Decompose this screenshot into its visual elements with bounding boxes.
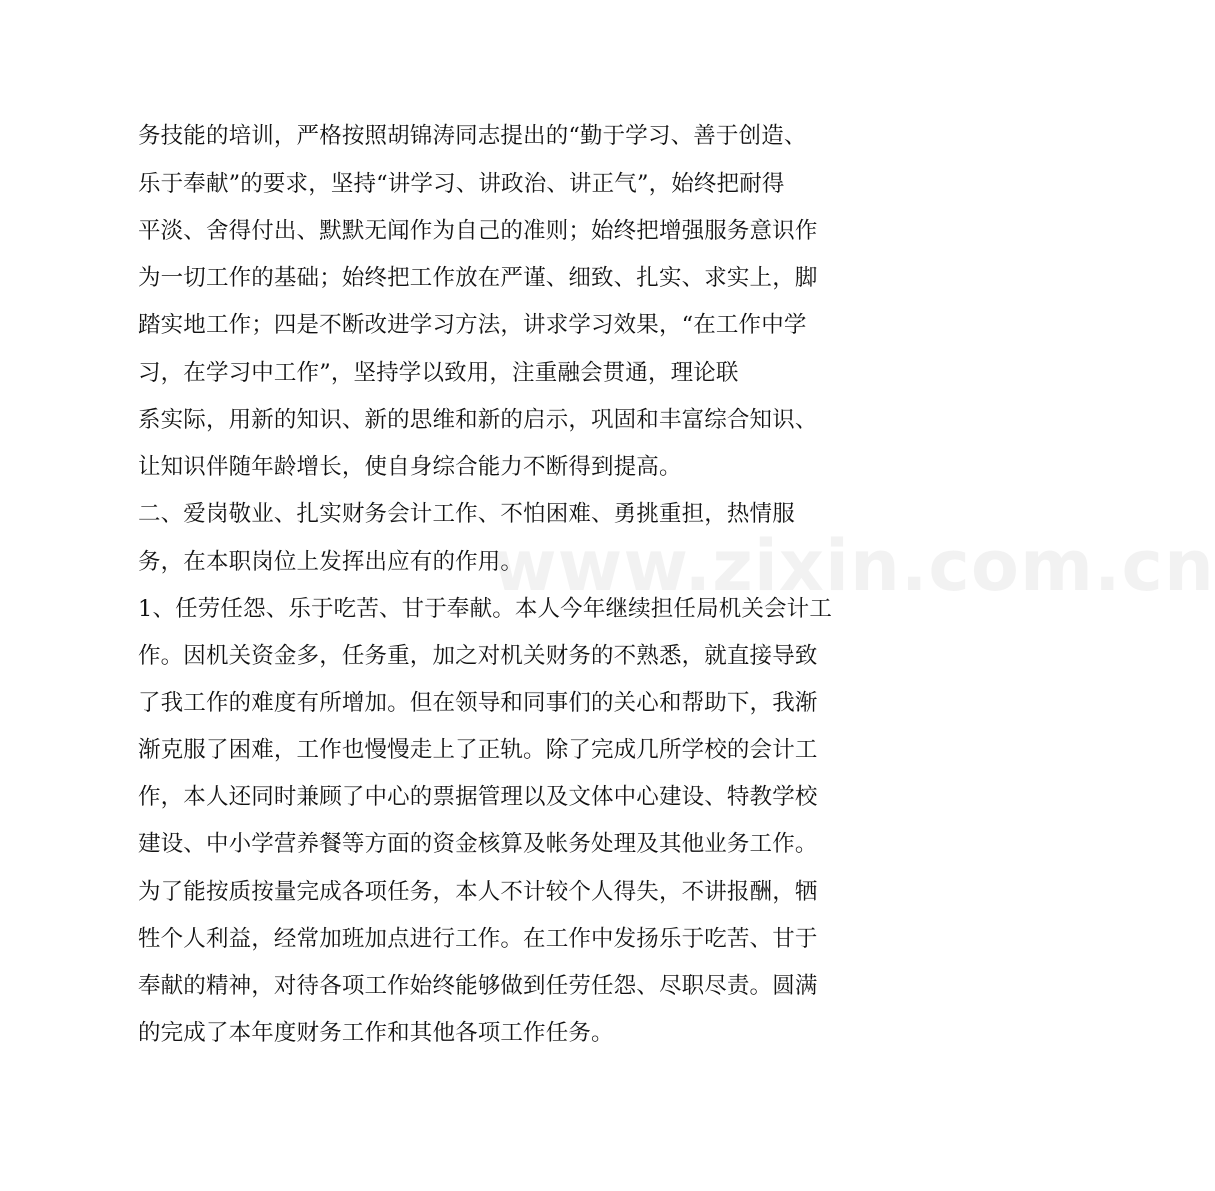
body-line: 踏实地工作；四是不断改进学习方法，讲求学习效果，“在工作中学 bbox=[138, 312, 807, 338]
body-line: 务技能的培训，严格按照胡锦涛同志提出的“勤于学习、善于创造、 bbox=[138, 123, 807, 149]
body-line: 渐克服了困难，工作也慢慢走上了正轨。除了完成几所学校的会计工 bbox=[138, 737, 818, 763]
body-line: 的完成了本年度财务工作和其他各项工作任务。 bbox=[138, 1020, 614, 1046]
body-line: 作，本人还同时兼顾了中心的票据管理以及文体中心建设、特教学校 bbox=[138, 784, 818, 810]
body-line: 建设、中小学营养餐等方面的资金核算及帐务处理及其他业务工作。 bbox=[138, 831, 818, 857]
body-line: 了我工作的难度有所增加。但在领导和同事们的关心和帮助下，我渐 bbox=[138, 690, 818, 716]
body-line: 让知识伴随年龄增长，使自身综合能力不断得到提高。 bbox=[138, 454, 682, 480]
body-line: 作。因机关资金多，任务重，加之对机关财务的不熟悉，就直接导致 bbox=[138, 643, 818, 669]
body-line: 1、任劳任怨、乐于吃苦、甘于奉献。本人今年继续担任局机关会计工 bbox=[138, 596, 832, 622]
body-line: 为一切工作的基础；始终把工作放在严谨、细致、扎实、求实上，脚 bbox=[138, 265, 818, 291]
body-line: 奉献的精神，对待各项工作始终能够做到任劳任怨、尽职尽责。圆满 bbox=[138, 973, 818, 999]
watermark: www.zixin.com.cn bbox=[492, 525, 1215, 607]
body-line: 习，在学习中工作”，坚持学以致用，注重融会贯通，理论联 bbox=[138, 360, 739, 386]
body-line: 为了能按质按量完成各项任务，本人不计较个人得失，不讲报酬，牺 bbox=[138, 879, 818, 905]
section-heading-line: 二、爱岗敬业、扎实财务会计工作、不怕困难、勇挑重担，热情服 bbox=[138, 501, 795, 527]
body-line: 系实际，用新的知识、新的思维和新的启示，巩固和丰富综合知识、 bbox=[138, 407, 818, 433]
section-heading-line: 务，在本职岗位上发挥出应有的作用。 bbox=[138, 549, 524, 575]
body-line: 牲个人利益，经常加班加点进行工作。在工作中发扬乐于吃苦、甘于 bbox=[138, 926, 818, 952]
body-line: 乐于奉献”的要求，坚持“讲学习、讲政治、讲正气”，始终把耐得 bbox=[138, 171, 785, 197]
body-line: 平淡、舍得付出、默默无闻作为自己的准则；始终把增强服务意识作 bbox=[138, 218, 818, 244]
